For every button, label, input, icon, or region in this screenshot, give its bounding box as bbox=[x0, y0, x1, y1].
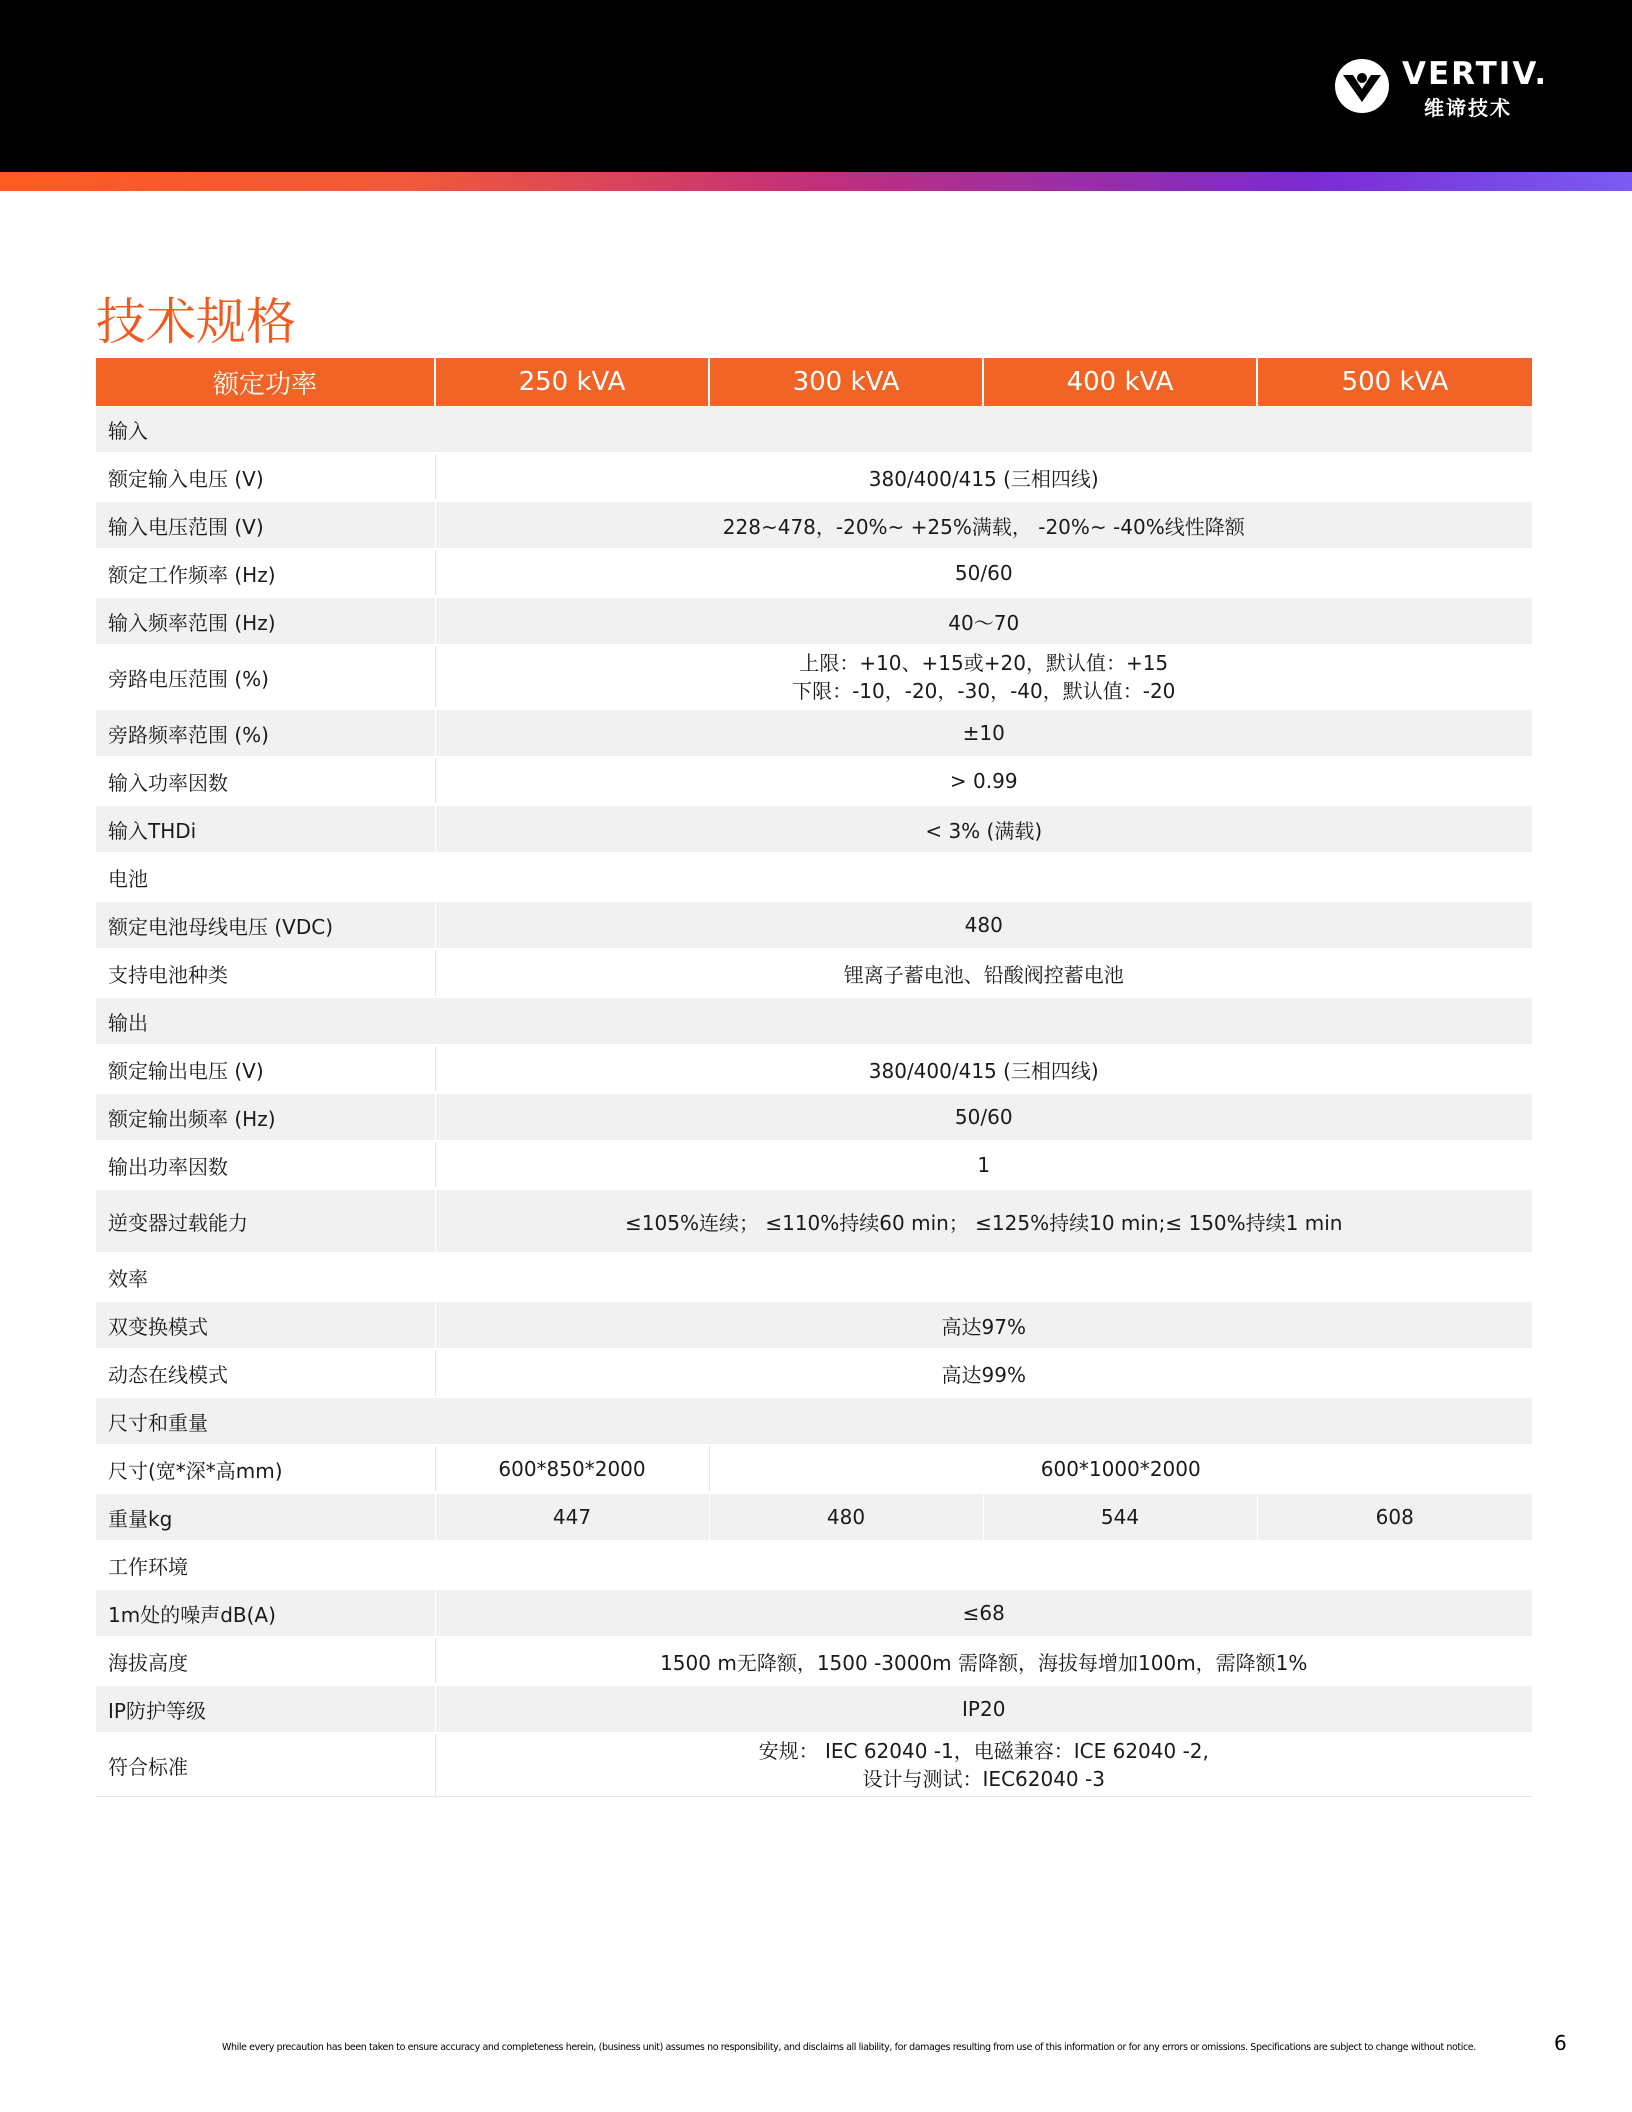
section-label: 效率 bbox=[96, 1253, 1532, 1301]
brand-name: VERTIV. bbox=[1402, 56, 1549, 92]
row-label: 重量kg bbox=[96, 1493, 435, 1541]
table-row bbox=[96, 757, 1532, 805]
row-value: 安规： IEC 62040 -1，电磁兼容：ICE 62040 -2, 设计与测试：IEC62040 -3 bbox=[435, 1733, 1532, 1797]
header-400kva: 400 kVA bbox=[983, 358, 1257, 406]
row-value: 228~478，-20%~ +25%满载， -20%~ -40%线性降额 bbox=[435, 501, 1532, 549]
row-label: 输入频率范围 (Hz) bbox=[96, 597, 435, 645]
row-value: ≤105%连续； ≤110%持续60 min； ≤125%持续10 min;≤ 150%持续1 min bbox=[435, 1189, 1532, 1253]
row-label: 支持电池种类 bbox=[96, 949, 435, 997]
row-value: 50/60 bbox=[435, 1093, 1532, 1141]
row-value: < 3% (满载) bbox=[435, 805, 1532, 853]
table-row bbox=[96, 1189, 1532, 1253]
row-value: > 0.99 bbox=[435, 757, 1532, 805]
row-label: 额定输入电压 (V) bbox=[96, 453, 435, 501]
weight-300: 480 bbox=[709, 1493, 983, 1541]
table-header-row bbox=[96, 358, 1532, 406]
row-value: 40～70 bbox=[435, 597, 1532, 645]
row-value: 480 bbox=[435, 901, 1532, 949]
row-label: IP防护等级 bbox=[96, 1685, 435, 1733]
row-label: 额定工作频率 (Hz) bbox=[96, 549, 435, 597]
table-row bbox=[96, 597, 1532, 645]
table-row bbox=[96, 1493, 1532, 1541]
table-row bbox=[96, 1301, 1532, 1349]
row-label: 1m处的噪声dB(A) bbox=[96, 1589, 435, 1637]
row-value: 1 bbox=[435, 1141, 1532, 1189]
table-row bbox=[96, 501, 1532, 549]
header-bar bbox=[0, 0, 1632, 172]
row-label: 输入电压范围 (V) bbox=[96, 501, 435, 549]
section-row-battery bbox=[96, 853, 1532, 901]
weight-400: 544 bbox=[983, 1493, 1257, 1541]
table-row bbox=[96, 1349, 1532, 1397]
row-value-300-500: 600*1000*2000 bbox=[709, 1445, 1532, 1493]
row-label: 输出功率因数 bbox=[96, 1141, 435, 1189]
vertiv-mark-icon bbox=[1334, 58, 1390, 114]
table-row bbox=[96, 709, 1532, 757]
row-label: 尺寸(宽*深*高mm) bbox=[96, 1445, 435, 1493]
table-row bbox=[96, 1685, 1532, 1733]
gradient-strip bbox=[0, 172, 1632, 191]
table-row bbox=[96, 1637, 1532, 1685]
table-row bbox=[96, 549, 1532, 597]
page-title: 技术规格 bbox=[96, 293, 296, 351]
row-label: 额定电池母线电压 (VDC) bbox=[96, 901, 435, 949]
section-label: 输入 bbox=[96, 406, 1532, 453]
row-value: 上限：+10、+15或+20，默认值：+15 下限：-10，-20，-30，-40，默认值：-20 bbox=[435, 645, 1532, 709]
row-label: 输入THDi bbox=[96, 805, 435, 853]
row-value: 高达99% bbox=[435, 1349, 1532, 1397]
header-500kva: 500 kVA bbox=[1257, 358, 1532, 406]
weight-500: 608 bbox=[1257, 1493, 1532, 1541]
row-value: 1500 m无降额，1500 -3000m 需降额，海拔每增加100m，需降额1% bbox=[435, 1637, 1532, 1685]
header-250kva: 250 kVA bbox=[435, 358, 709, 406]
row-value: 50/60 bbox=[435, 549, 1532, 597]
row-value: 高达97% bbox=[435, 1301, 1532, 1349]
table-row bbox=[96, 1093, 1532, 1141]
row-value: 380/400/415 (三相四线) bbox=[435, 1045, 1532, 1093]
row-value-250: 600*850*2000 bbox=[435, 1445, 709, 1493]
header-rated-power: 额定功率 bbox=[96, 358, 435, 406]
spec-table bbox=[96, 358, 1533, 1797]
table-row bbox=[96, 1045, 1532, 1093]
table-row bbox=[96, 453, 1532, 501]
row-label: 额定输出电压 (V) bbox=[96, 1045, 435, 1093]
table-row bbox=[96, 645, 1532, 709]
section-label: 电池 bbox=[96, 853, 1532, 901]
footer-disclaimer: While every precaution has been taken to ensure accuracy and completeness herein, (business unit) assumes no responsibility, and disclaims all liability, for damages resulting from use of this information or for any errors or omissions. Specifications are subject to change without notice. bbox=[222, 2042, 1476, 2053]
row-label: 旁路电压范围 (%) bbox=[96, 645, 435, 709]
vertiv-logo bbox=[1334, 52, 1549, 122]
section-row-size-weight bbox=[96, 1397, 1532, 1445]
section-row-output bbox=[96, 997, 1532, 1045]
weight-250: 447 bbox=[435, 1493, 709, 1541]
row-label: 输入功率因数 bbox=[96, 757, 435, 805]
row-value: IP20 bbox=[435, 1685, 1532, 1733]
table-row bbox=[96, 1141, 1532, 1189]
section-label: 输出 bbox=[96, 997, 1532, 1045]
table-row bbox=[96, 1589, 1532, 1637]
header-300kva: 300 kVA bbox=[709, 358, 983, 406]
section-label: 工作环境 bbox=[96, 1541, 1532, 1589]
row-value: 380/400/415 (三相四线) bbox=[435, 453, 1532, 501]
row-value: ≤68 bbox=[435, 1589, 1532, 1637]
row-label: 海拔高度 bbox=[96, 1637, 435, 1685]
row-label: 额定输出频率 (Hz) bbox=[96, 1093, 435, 1141]
row-label: 旁路频率范围 (%) bbox=[96, 709, 435, 757]
table-row bbox=[96, 1733, 1532, 1797]
section-row-input bbox=[96, 406, 1532, 453]
section-row-environment bbox=[96, 1541, 1532, 1589]
section-label: 尺寸和重量 bbox=[96, 1397, 1532, 1445]
table-row bbox=[96, 805, 1532, 853]
table-row bbox=[96, 1445, 1532, 1493]
row-label: 逆变器过载能力 bbox=[96, 1189, 435, 1253]
table-row bbox=[96, 901, 1532, 949]
page-number: 6 bbox=[1554, 2031, 1567, 2055]
row-label: 动态在线模式 bbox=[96, 1349, 435, 1397]
brand-name-cn: 维谛技术 bbox=[1424, 96, 1512, 120]
row-value: ±10 bbox=[435, 709, 1532, 757]
table-row bbox=[96, 949, 1532, 997]
section-row-efficiency bbox=[96, 1253, 1532, 1301]
row-label: 符合标准 bbox=[96, 1733, 435, 1797]
row-label: 双变换模式 bbox=[96, 1301, 435, 1349]
row-value: 锂离子蓄电池、铅酸阀控蓄电池 bbox=[435, 949, 1532, 997]
